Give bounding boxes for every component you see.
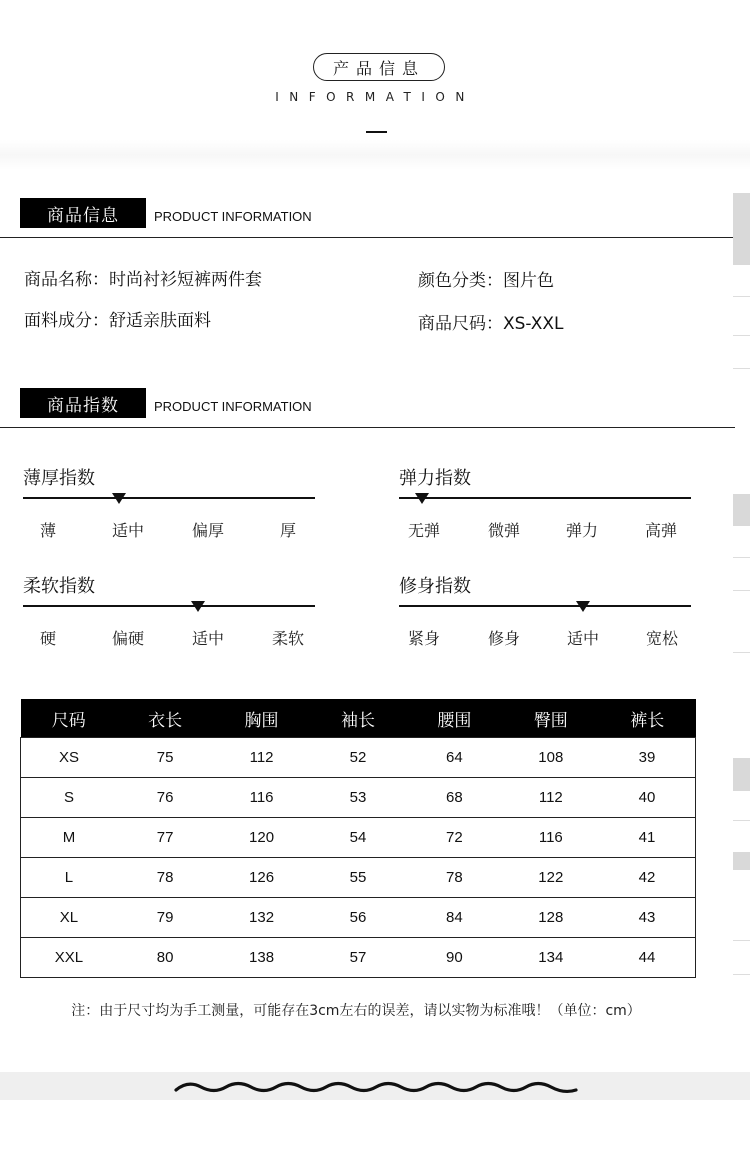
- edge-fragment: [733, 494, 750, 526]
- edge-line: [733, 974, 750, 975]
- table-row: [21, 858, 696, 898]
- product-material-label: 面料成分：: [24, 311, 109, 331]
- index-label: 适中: [111, 521, 144, 540]
- table-row: [21, 738, 696, 778]
- table-cell: 112: [503, 778, 599, 818]
- product-color-value: 图片色: [503, 271, 554, 291]
- table-cell: 120: [213, 818, 309, 858]
- index-label: 微弹: [487, 521, 520, 540]
- table-cell: 44: [599, 938, 695, 978]
- product-material-row: [24, 306, 211, 331]
- table-cell: L: [21, 858, 117, 898]
- index-label: 柔软: [271, 629, 304, 648]
- table-cell: 77: [117, 818, 213, 858]
- table-cell: 128: [503, 898, 599, 938]
- section-rule-info: [0, 237, 735, 238]
- index-label: 宽松: [645, 629, 678, 648]
- table-cell: 80: [117, 938, 213, 978]
- index-title: 修身指数: [399, 576, 471, 597]
- table-header: 胸围: [213, 699, 309, 738]
- section-subtitle-info: PRODUCT INFORMATION: [154, 209, 312, 224]
- edge-line: [733, 557, 750, 558]
- index-track: [399, 497, 691, 499]
- table-cell: 42: [599, 858, 695, 898]
- table-row: [21, 778, 696, 818]
- edge-fragment: [733, 852, 750, 870]
- index-thickness: [23, 464, 315, 544]
- table-cell: 78: [117, 858, 213, 898]
- page-subtitle: INFORMATION: [275, 90, 475, 104]
- edge-line: [733, 652, 750, 653]
- index-title: 柔软指数: [23, 576, 95, 597]
- index-label: 适中: [566, 629, 599, 648]
- table-cell: 72: [406, 818, 502, 858]
- index-label: 修身: [487, 629, 520, 648]
- edge-line: [733, 335, 750, 336]
- index-label: 高弹: [644, 521, 677, 540]
- measurement-note: 注：由于尺寸均为手工测量，可能存在3cm左右的误差，请以实物为标准哦！（单位：cm）: [71, 1003, 641, 1019]
- table-header: 衣长: [117, 699, 213, 738]
- table-cell: 108: [503, 738, 599, 778]
- table-cell: XS: [21, 738, 117, 778]
- index-marker-icon: [112, 493, 126, 504]
- table-row: [21, 818, 696, 858]
- title-divider: [366, 131, 387, 133]
- table-cell: 132: [213, 898, 309, 938]
- table-cell: 79: [117, 898, 213, 938]
- table-cell: 76: [117, 778, 213, 818]
- index-label: 适中: [191, 629, 224, 648]
- table-header: 裤长: [599, 699, 695, 738]
- table-cell: M: [21, 818, 117, 858]
- table-cell: 116: [213, 778, 309, 818]
- index-title: 弹力指数: [399, 468, 471, 489]
- index-track: [23, 497, 315, 499]
- table-cell: S: [21, 778, 117, 818]
- product-name-row: [24, 265, 262, 290]
- index-label: 薄: [39, 521, 56, 540]
- page-title: 产品信息: [332, 58, 425, 78]
- table-header: 尺码: [21, 699, 117, 738]
- index-label: 偏厚: [191, 521, 224, 540]
- section-subtitle-index: PRODUCT INFORMATION: [154, 399, 312, 414]
- product-color-row: [418, 266, 554, 291]
- table-header: 袖长: [310, 699, 406, 738]
- wave-divider-icon: [174, 1076, 578, 1098]
- table-cell: 90: [406, 938, 502, 978]
- index-track: [399, 605, 691, 607]
- table-cell: 126: [213, 858, 309, 898]
- table-cell: 40: [599, 778, 695, 818]
- table-cell: 68: [406, 778, 502, 818]
- table-cell: 134: [503, 938, 599, 978]
- edge-line: [733, 820, 750, 821]
- table-header-row: [21, 699, 696, 738]
- edge-line: [733, 940, 750, 941]
- table-header: 臀围: [503, 699, 599, 738]
- table-cell: 41: [599, 818, 695, 858]
- table-cell: 52: [310, 738, 406, 778]
- index-label: 硬: [39, 629, 56, 648]
- table-cell: 39: [599, 738, 695, 778]
- section-title-info: 商品信息: [20, 198, 146, 228]
- index-label: 厚: [279, 521, 296, 540]
- table-cell: 57: [310, 938, 406, 978]
- table-cell: 53: [310, 778, 406, 818]
- table-cell: 116: [503, 818, 599, 858]
- table-header: 腰围: [406, 699, 502, 738]
- table-cell: XL: [21, 898, 117, 938]
- table-cell: 112: [213, 738, 309, 778]
- edge-fragment: [733, 758, 750, 791]
- table-row: [21, 938, 696, 978]
- table-cell: 54: [310, 818, 406, 858]
- index-marker-icon: [576, 601, 590, 612]
- table-cell: 75: [117, 738, 213, 778]
- product-material-value: 舒适亲肤面料: [109, 311, 211, 331]
- product-size-value: XS-XXL: [503, 314, 564, 334]
- index-label: 紧身: [407, 629, 440, 648]
- section-title-index: 商品指数: [20, 388, 146, 418]
- index-elasticity: [399, 464, 691, 544]
- table-cell: 43: [599, 898, 695, 938]
- product-name-value: 时尚衬衫短裤两件套: [109, 270, 262, 290]
- product-color-label: 颜色分类：: [418, 271, 503, 291]
- header-fade-band: [0, 140, 750, 170]
- table-cell: 64: [406, 738, 502, 778]
- index-marker-icon: [191, 601, 205, 612]
- table-cell: 78: [406, 858, 502, 898]
- edge-line: [733, 590, 750, 591]
- product-size-row: [418, 309, 564, 334]
- edge-fragment: [733, 193, 750, 265]
- index-label: 弹力: [565, 521, 598, 540]
- page-title-pill: [313, 53, 445, 81]
- table-cell: XXL: [21, 938, 117, 978]
- section-rule-index: [0, 427, 735, 428]
- index-fit: [399, 572, 691, 652]
- edge-line: [733, 296, 750, 297]
- index-label: 偏硬: [111, 629, 144, 648]
- size-table: [20, 699, 696, 978]
- index-track: [23, 605, 315, 607]
- index-marker-icon: [415, 493, 429, 504]
- index-title: 薄厚指数: [23, 468, 95, 489]
- index-label: 无弹: [407, 521, 440, 540]
- index-softness: [23, 572, 315, 652]
- edge-line: [733, 368, 750, 369]
- table-cell: 56: [310, 898, 406, 938]
- table-cell: 122: [503, 858, 599, 898]
- table-cell: 84: [406, 898, 502, 938]
- table-cell: 138: [213, 938, 309, 978]
- product-name-label: 商品名称：: [24, 270, 109, 290]
- table-cell: 55: [310, 858, 406, 898]
- product-size-label: 商品尺码：: [418, 314, 503, 334]
- table-row: [21, 898, 696, 938]
